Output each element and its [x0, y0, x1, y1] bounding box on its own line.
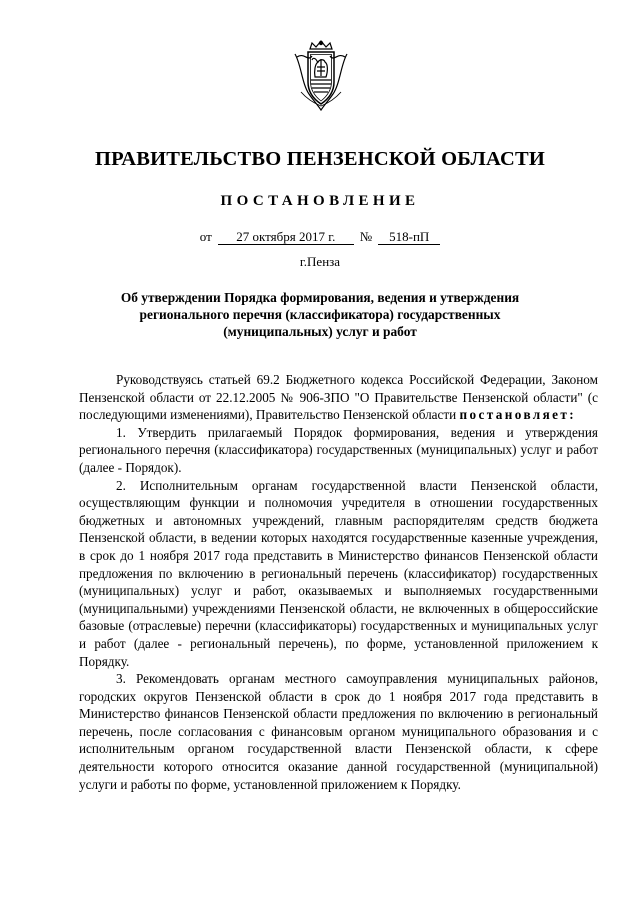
paragraph-3: 3. Рекомендовать органам местного самоуправления муниципальных районов, городских округов Пензенской области в срок до 1 ноября 2017 года представить в Министерство финансов Пензенской области предложения по включению в региональный перечень, после согласования с финансовым органом муниципального образования и с исполнительным органом государственной власти Пензенской области, к сфере деятельности которого относится оказание данной государственной (муниципальной) услуги и работы по форме, установленной приложением к Порядку.: [79, 671, 598, 792]
date-number-line: [0, 229, 640, 245]
title-line-1: Об утверждении Порядка формирования, ведения и утверждения: [120, 290, 520, 305]
title-line-2: регионального перечня (классификатора) государственных: [139, 307, 501, 322]
paragraph-1: 1. Утвердить прилагаемый Порядок формирования, ведения и утверждения регионального перечня (классификатора) государственных (муниципальных) услуг и работ (далее - Порядок).: [79, 424, 598, 475]
document-type: ПОСТАНОВЛЕНИЕ: [220, 193, 420, 209]
document-body: [79, 371, 598, 793]
paragraph-2: 2. Исполнительным органам государственной власти Пензенской области, осуществляющим функции и полномочия учредителя в отношении государственных бюджетных и автономных учреждений, главным распорядителям средств бюджета Пензенской области, в ведении которых находятся государственные казенные учреждения, в срок до 1 ноября 2017 года представить в Министерство финансов Пензенской области предложения по включению в региональный перечень (классификатор) государственных (муниципальных) услуг и работ, оказываемых и выполняемых государственными (муниципальными) учреждениями Пензенской области, не включенных в общероссийские базовые (отраслевые) перечни (классификаторы) государственных и муниципальных услуг и работ (далее - региональный перечень), по форме, установленной приложением к Порядку.: [79, 477, 598, 669]
decree-word: постановляет:: [459, 407, 577, 423]
intro-paragraph: [79, 371, 598, 424]
city: г.Пенза: [299, 254, 341, 269]
title-line-3: (муниципальных) услуг и работ: [223, 324, 417, 339]
number-prefix: №: [359, 229, 373, 244]
coat-of-arms-emblem: [292, 40, 350, 112]
document-number: 518-пП: [378, 229, 440, 245]
document-title: [60, 289, 580, 340]
government-name: ПРАВИТЕЛЬСТВО ПЕНЗЕНСКОЙ ОБЛАСТИ: [95, 148, 545, 170]
intro-text: Руководствуясь статьей 69.2 Бюджетного кодекса Российской Федерации, Законом Пензенской области от 22.12.2005 № 906-ЗПО "О Правительстве Пензенской области" (с последующими изменениями), Правительство Пензенской области: [79, 372, 598, 423]
document-date: 27 октября 2017 г.: [218, 229, 354, 245]
date-prefix: от: [199, 229, 212, 244]
